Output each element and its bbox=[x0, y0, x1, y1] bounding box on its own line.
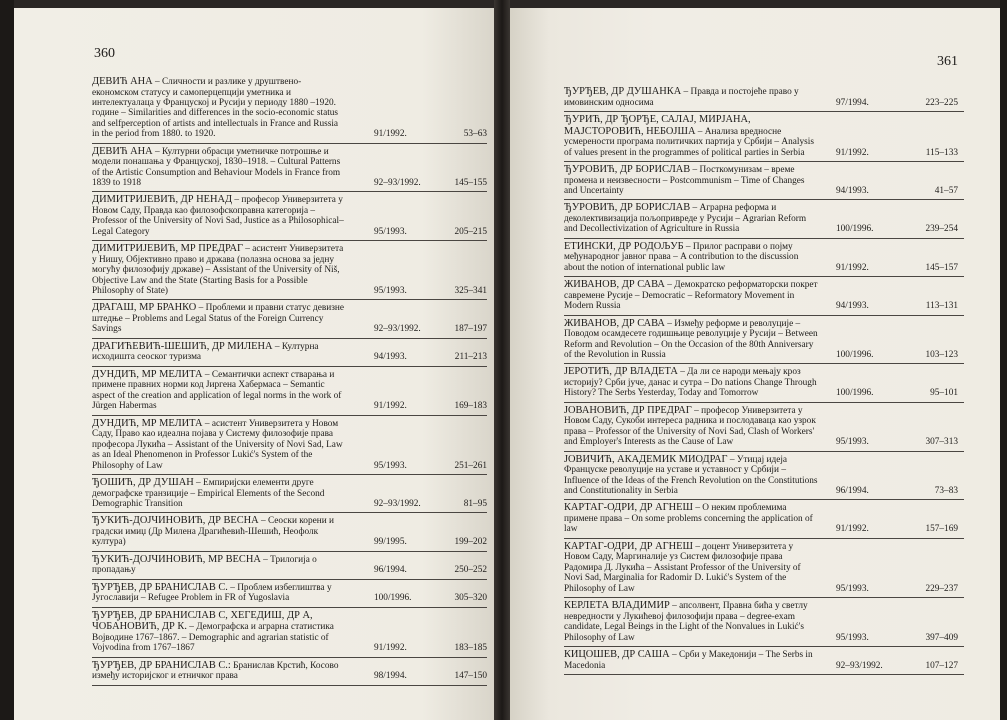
entry-title: – асистент Универзитета у Нишу, Објективно право и држава (полазна основа за једну могућу филозофију државе) – Assistant of the University of Niš, Objective Law and the State (Starting Basis for a Possible Philosophy of State) bbox=[92, 244, 344, 297]
entry-title: – Емпиријски елементи друге демографске транзиције – Empirical Elements of the Second Demographic Transition bbox=[92, 477, 325, 509]
entry-title: – Срби у Македонији – The Serbs in Macedonia bbox=[564, 649, 813, 671]
entry-issue: 96/1994. bbox=[836, 486, 869, 497]
entry-text bbox=[92, 341, 347, 363]
entry-issue: 100/1996. bbox=[836, 350, 874, 361]
entry-issue: 95/1993. bbox=[836, 437, 869, 448]
entry-text bbox=[92, 554, 347, 576]
entry-title: – Проблеми и правни статус девизне штедње – Problems and Legal Status of the Foreign Currency Savings bbox=[92, 303, 345, 335]
bibliography-entry bbox=[564, 364, 964, 402]
entry-issue: 91/1992. bbox=[836, 524, 869, 535]
entry-pages: 157–169 bbox=[925, 524, 958, 535]
entry-author: ДИМИТРИЈЕВИЋ, МР ПРЕДРАГ bbox=[92, 243, 243, 255]
entry-pages: 199–202 bbox=[454, 537, 487, 548]
entry-issue: 100/1996. bbox=[836, 224, 874, 235]
entry-author: ДРАГИЋЕВИЋ-ШЕШИЋ, ДР МИЛЕНА bbox=[92, 340, 273, 352]
entry-title: – Сличности и разлике у друштвено-економском статусу и самоперцепцији уметника и интелектуалаца у Француској и Русији у периоду 1880 –1920. године – Similarities and differences in the socio-economic status and selfperception of artists and intellectuals in France and Russia in the period from 1880. to 1920. bbox=[92, 77, 339, 140]
entry-author: ЕТИНСКИ, ДР РОДОЉУБ bbox=[564, 240, 684, 252]
bibliography-entry bbox=[92, 608, 487, 658]
page-number: 361 bbox=[937, 54, 958, 69]
entry-pages: 95–101 bbox=[930, 388, 958, 399]
entry-title: – Аграрна реформа и деколективизација пољопривреде у Русији – Agrarian Reform and Decollectivization of Agriculture in Russia bbox=[564, 203, 807, 235]
entry-text bbox=[564, 114, 819, 158]
entry-pages: 81–95 bbox=[463, 498, 487, 509]
entry-text bbox=[92, 582, 347, 604]
entry-text bbox=[92, 369, 347, 412]
entry-text bbox=[92, 610, 347, 654]
entry-pages: 305–320 bbox=[454, 593, 487, 604]
bibliography-entry bbox=[564, 647, 964, 675]
bibliography-entry bbox=[92, 580, 487, 608]
entry-pages: 107–127 bbox=[925, 660, 958, 671]
entry-title: – О неким проблемима примене права – On some problems concerning the application of law bbox=[564, 503, 813, 535]
entry-issue: 97/1994. bbox=[836, 97, 869, 108]
entry-issue: 99/1995. bbox=[374, 537, 407, 548]
entry-text bbox=[92, 418, 347, 471]
entry-text bbox=[564, 454, 819, 497]
entry-pages: 229–237 bbox=[925, 583, 958, 594]
entry-text bbox=[564, 279, 819, 311]
left-page bbox=[14, 8, 494, 720]
page-number: 360 bbox=[94, 46, 115, 61]
bibliography-entry bbox=[564, 500, 964, 538]
entry-author: ЈОВАНОВИЋ, ДР ПРЕДРАГ bbox=[564, 404, 692, 416]
entry-title: – Анализа вредносне усмерености програма политичких партија у Србији – Analysis of values present in the programmes of political parties in Serbia bbox=[564, 126, 814, 158]
entry-title: – Између реформе и револуције – Поводом осамдесете годишњице револуције у Русији – Between Reform and Revolution – On the Occasion of the 80th Anniversary of the Revolution in Russia bbox=[564, 318, 818, 361]
entry-text bbox=[92, 515, 347, 547]
entry-title: – асистент Универзитета у Новом Саду, Право као идеална појава у Систему филозофије права професора Лукића – Assistant of the University of Novi Sad, Law as an Ideal Phenomenon in Professor Lukić's System of the Philosophy of Law bbox=[92, 418, 343, 471]
entry-pages: 41–57 bbox=[934, 186, 958, 196]
right-edge-shadow bbox=[1000, 0, 1007, 720]
entry-author: ЂУКИЋ-ДОЈЧИНОВИЋ, ДР ВЕСНА bbox=[92, 515, 259, 527]
entry-pages: 325–341 bbox=[454, 286, 487, 297]
entry-issue: 95/1993. bbox=[374, 460, 407, 471]
entry-pages: 307–313 bbox=[925, 437, 958, 448]
entry-author: ДЕВИЋ АНА bbox=[92, 145, 153, 157]
entry-title: – доцент Универзитета у Новом Саду, Маргиналије уз Систем филозофије права Радомира Д. Лукића – Assistant Professor of the University of Novi Sad, Marginalia for Radomir D. Lukić's System of the Philosophy of Law bbox=[564, 541, 801, 594]
entry-author: ЂУРЂЕВ, ДР БРАНИСЛАВ С.: bbox=[92, 659, 231, 671]
bibliography-entry bbox=[564, 452, 964, 501]
entry-pages: 239–254 bbox=[925, 224, 958, 235]
entry-author: КЕРЛЕТА ВЛАДИМИР bbox=[564, 600, 670, 612]
bibliography-entry bbox=[92, 74, 487, 144]
entry-text bbox=[564, 366, 819, 398]
entry-issue: 92–93/1992. bbox=[374, 178, 421, 189]
entry-pages: 103–123 bbox=[925, 350, 958, 361]
entry-pages: 397–409 bbox=[925, 632, 958, 643]
bibliography-entry bbox=[564, 239, 964, 277]
entry-issue: 100/1996. bbox=[836, 388, 874, 399]
entry-issue: 94/1993. bbox=[836, 301, 869, 312]
entry-text bbox=[564, 405, 819, 448]
entry-pages: 145–155 bbox=[454, 178, 487, 189]
entry-author: ЂУРИЋ, ДР ЂОРЂЕ, САЛАЈ, МИРЈАНА, МАЈСТОРОВИЋ, НЕБОЈША bbox=[564, 114, 751, 137]
entry-pages: 251–261 bbox=[454, 460, 487, 471]
entry-text bbox=[564, 541, 819, 594]
entry-text bbox=[564, 600, 819, 643]
entry-text bbox=[92, 194, 347, 237]
bibliography-entry bbox=[92, 475, 487, 513]
entry-author: ДРАГАШ, МР БРАНКО bbox=[92, 302, 197, 314]
entry-text bbox=[92, 243, 347, 296]
entry-issue: 91/1992. bbox=[374, 129, 407, 140]
entry-title: – професор Универзитета у Новом Саду, Сукоби интереса радника и послодаваца као узрок права – Professor of the University of Novi Sad, Clash of Workers' and Employer's Interests as the Cause of Law bbox=[564, 405, 816, 448]
entry-title: – Демократско реформаторски покрет савремене Русије – Democratic – Reformatory Movement in Modern Russia bbox=[564, 280, 818, 312]
entry-title: – Културна исходишта сеоског туризма bbox=[92, 341, 319, 363]
entry-pages: 223–225 bbox=[925, 97, 958, 108]
entry-text bbox=[92, 660, 347, 682]
book-gutter bbox=[494, 0, 510, 720]
entry-author: ЂОШИЋ, ДР ДУШАН bbox=[92, 476, 194, 488]
bibliography-entry bbox=[92, 552, 487, 580]
entry-title: – професор Универзитета у Новом Саду, Правда као филозофскоправна категорија – Professor of the University of Novi Sad, Justice as a Philosophical–Legal Category bbox=[92, 195, 344, 237]
entry-title: – Проблем избеглиштва у Југославији – Refugee Problem in FR of Yugoslavia bbox=[92, 582, 332, 604]
entry-pages: 73–83 bbox=[934, 486, 958, 497]
entry-pages: 169–183 bbox=[454, 401, 487, 412]
bibliography-entry bbox=[92, 367, 487, 416]
entry-issue: 96/1994. bbox=[374, 565, 407, 576]
entry-author: ЂУРЂЕВ, ДР ДУШАНКА bbox=[564, 86, 682, 97]
bibliography-entry bbox=[564, 403, 964, 452]
entry-issue: 91/1992. bbox=[374, 401, 407, 412]
entry-issue: 91/1992. bbox=[836, 262, 869, 273]
entry-pages: 187–197 bbox=[454, 324, 487, 335]
bibliography-entry bbox=[92, 658, 487, 686]
entry-text bbox=[92, 477, 347, 509]
bibliography-entry bbox=[564, 200, 964, 238]
entry-author: ДУНДИЋ, МР МЕЛИТА bbox=[92, 417, 203, 429]
entry-author: КАРТАГ-ОДРИ, ДР АГНЕШ bbox=[564, 502, 693, 514]
entry-text bbox=[564, 502, 819, 534]
entry-pages: 115–133 bbox=[925, 147, 958, 158]
entry-title: – Посткомунизам – време промена и неизвесности – Postcommunism – Time of Changes and Uncertainty bbox=[564, 165, 805, 196]
entry-text bbox=[564, 241, 819, 273]
entry-issue: 100/1996. bbox=[374, 593, 412, 604]
entry-title: – Утицај идеја Француске револуције на уставе и уставност у Србији – Influence of the Ideas of the French Revolution on the Constitutions and Constitutionality in Serbia bbox=[564, 454, 818, 497]
entry-author: ЈОВИЧИЋ, АКАДЕМИК МИОДРАГ bbox=[564, 453, 728, 465]
bibliography-entry bbox=[92, 339, 487, 367]
entry-text bbox=[564, 164, 819, 196]
entry-title: – Семантички аспект стварања и примене правних норми код Јиргена Хабермаса – Semantic aspect of the creation and application of legal norms in the work of Jürgen Habermas bbox=[92, 369, 342, 412]
bibliography-entry bbox=[92, 300, 487, 338]
bibliography-entry bbox=[92, 513, 487, 551]
entry-issue: 92–93/1992. bbox=[836, 660, 883, 671]
entry-author: ДЕВИЋ АНА bbox=[92, 76, 153, 87]
entry-author: ДИМИТРИЈЕВИЋ, ДР НЕНАД bbox=[92, 194, 233, 206]
bibliography-entry bbox=[92, 144, 487, 193]
entry-issue: 94/1993. bbox=[374, 352, 407, 363]
entry-author: ДУНДИЋ, МР МЕЛИТА bbox=[92, 368, 203, 380]
bibliography-entry bbox=[564, 539, 964, 598]
entry-author: ЈЕРОТИЋ, ДР ВЛАДЕТА bbox=[564, 366, 678, 378]
entry-title: – Демографска и аграрна статистика Војводине 1767–1867. – Demographic and agrarian statistic of Vojvodina from 1767–1867 bbox=[92, 622, 334, 654]
entry-author: ЖИВАНОВ, ДР САВА bbox=[564, 317, 665, 329]
bibliography-entry bbox=[564, 316, 964, 365]
entry-issue: 91/1992. bbox=[374, 643, 407, 654]
entry-issue: 95/1993. bbox=[836, 583, 869, 594]
bibliography-entry bbox=[564, 84, 964, 112]
entry-author: ЖИВАНОВ, ДР САВА bbox=[564, 279, 665, 291]
entry-pages: 53–63 bbox=[463, 129, 487, 140]
entry-issue: 92–93/1992. bbox=[374, 324, 421, 335]
left-edge-shadow bbox=[0, 0, 14, 720]
entry-issue: 94/1993. bbox=[836, 186, 869, 196]
entry-title: – апсолвент, Правна бића у светлу невредности у Лукићевој филозофији права – degree-exam candidate, Legal Beings in the Light of the Nonvalues in Lukić's Philosophy of Law bbox=[564, 601, 808, 643]
entry-author: КАРТАГ-ОДРИ, ДР АГНЕШ bbox=[564, 540, 693, 552]
entry-title: – Трилогија о пропадању bbox=[92, 554, 317, 576]
entry-issue: 95/1993. bbox=[374, 226, 407, 237]
entry-author: ЂУРЂЕВ, ДР БРАНИСЛАВ С. bbox=[92, 581, 228, 593]
entry-issue: 91/1992. bbox=[836, 147, 869, 158]
entry-pages: 205–215 bbox=[454, 226, 487, 237]
entry-author: ЂУРЂЕВ, ДР БРАНИСЛАВ С, ХЕГЕДИШ, ДР А, ЧОБАНОВИЋ, ДР К. bbox=[92, 609, 313, 633]
bibliography-entry bbox=[564, 598, 964, 647]
entry-issue: 95/1993. bbox=[836, 632, 869, 643]
bibliography-entry bbox=[564, 112, 964, 162]
entry-text bbox=[564, 318, 819, 361]
entry-text bbox=[92, 302, 347, 334]
bibliography-entry bbox=[92, 241, 487, 300]
entry-list bbox=[564, 84, 964, 675]
entry-pages: 113–131 bbox=[925, 301, 958, 312]
entry-text bbox=[92, 76, 347, 140]
entry-pages: 145–157 bbox=[925, 262, 958, 273]
entry-pages: 183–185 bbox=[454, 643, 487, 654]
entry-list bbox=[92, 74, 487, 686]
entry-title: – Културни обрасци уметничке потрошње и модели понашања у Француској, 1830–1918. – Cultural Patterns of the Artistic Consumption and Behaviour Models in France from 1839 to 1918 bbox=[92, 146, 341, 189]
entry-issue: 92–93/1992. bbox=[374, 498, 421, 509]
entry-issue: 98/1994. bbox=[374, 671, 407, 682]
entry-pages: 250–252 bbox=[454, 565, 487, 576]
entry-text bbox=[92, 146, 347, 189]
entry-title: – Сеоски корени и градски имиџ (Др Милена Драгићевић-Шешић, Неофолк култура) bbox=[92, 516, 334, 548]
entry-title: – Правда и постојеће право у имовинским односима bbox=[564, 87, 799, 108]
entry-pages: 211–213 bbox=[454, 352, 487, 363]
entry-author: ЂУРОВИЋ, ДР БОРИСЛАВ bbox=[564, 164, 691, 175]
bibliography-entry bbox=[92, 416, 487, 475]
bibliography-entry bbox=[564, 277, 964, 315]
entry-title: – Да ли се народи мењају кроз историју? Срби јуче, данас и сутра – Do nations Change Through History? The Serbs Yesterday, Today and Tomorrow bbox=[564, 367, 817, 399]
entry-pages: 147–150 bbox=[454, 671, 487, 682]
bibliography-entry bbox=[92, 192, 487, 241]
bibliography-entry bbox=[564, 162, 964, 200]
entry-text bbox=[564, 86, 819, 108]
entry-author: ЂУРОВИЋ, ДР БОРИСЛАВ bbox=[564, 202, 691, 214]
entry-title: Бранислав Крстић, Косово између историјског и етничког права bbox=[92, 660, 339, 682]
right-page bbox=[510, 8, 1000, 720]
entry-author: КИЦОШЕВ, ДР САША bbox=[564, 648, 670, 660]
entry-text bbox=[564, 649, 819, 671]
entry-text bbox=[564, 202, 819, 234]
entry-title: – Прилог расправи о појму међународног јавног права – A contribution to the discussion about the notion of international public law bbox=[564, 241, 799, 273]
entry-author: ЂУКИЋ-ДОЈЧИНОВИЋ, МР ВЕСНА bbox=[92, 553, 261, 565]
entry-issue: 95/1993. bbox=[374, 286, 407, 297]
